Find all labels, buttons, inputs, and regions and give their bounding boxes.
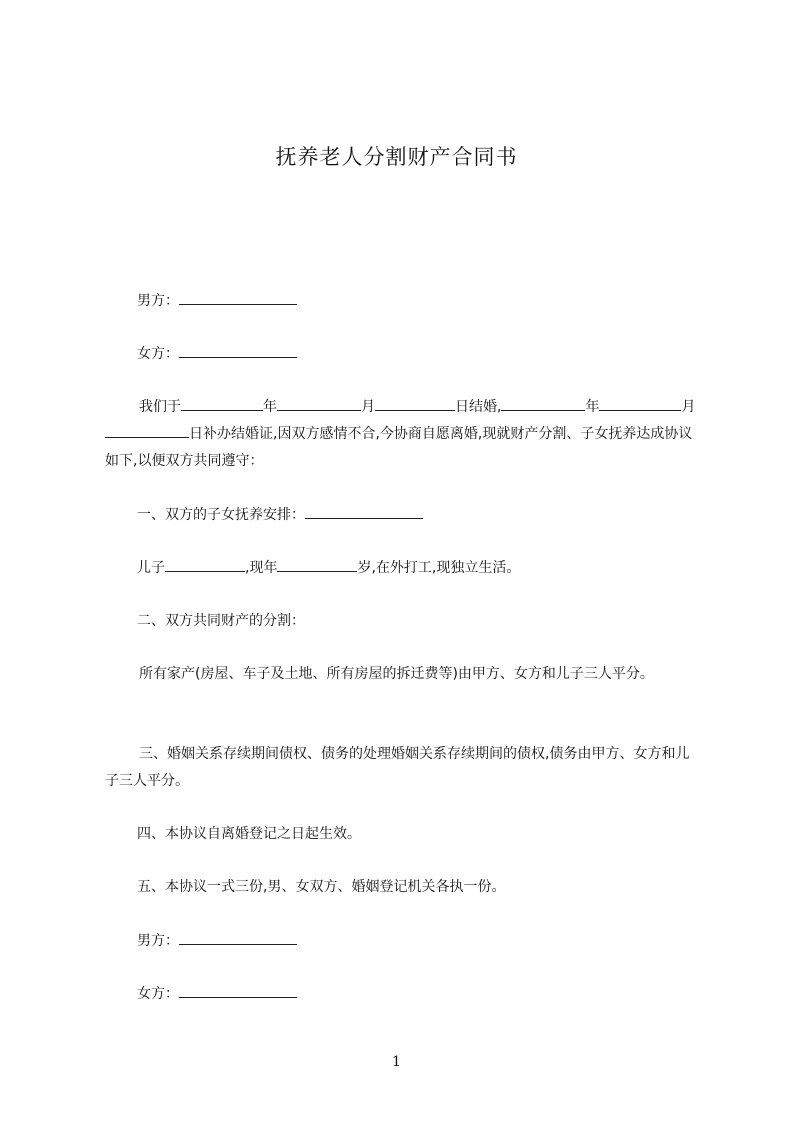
sign-female-line (105, 981, 701, 1008)
marriage-year-blank[interactable] (181, 394, 263, 411)
marriage-rest-text: 日补办结婚证,因双方感情不合,今协商自愿离婚,现就财产分割、子女抚养达成协议如下,以便双方共同遵守： (105, 426, 693, 469)
marriage-month-label: 月 (361, 399, 375, 415)
section5-paragraph: 五、本协议一式三份,男、女双方、婚姻登记机关各执一份。 (137, 879, 506, 895)
party-male-line (105, 288, 701, 315)
section2-heading: 二、双方共同财产的分割： (137, 613, 305, 629)
sign-female-blank[interactable] (179, 981, 297, 998)
sign-female-label: 女方： (137, 986, 179, 1002)
son-name-blank[interactable] (165, 555, 245, 572)
section3-paragraph: 三、婚姻关系存续期间债权、债务的处理婚姻关系存续期间的债权,债务由甲方、女方和儿子三人平分。 (105, 746, 690, 789)
marriage-text: 我们于 (139, 399, 181, 415)
register-year-blank[interactable] (501, 394, 585, 411)
sign-male-label: 男方： (137, 933, 179, 949)
son-age-prefix: ,现年 (245, 560, 278, 576)
party-female-line (105, 341, 701, 368)
marriage-day-blank[interactable] (375, 394, 455, 411)
section1-heading: 一、双方的子女抚养安排： (137, 507, 305, 523)
sign-male-blank[interactable] (179, 928, 297, 945)
register-day-blank[interactable] (105, 421, 189, 438)
party-female-label: 女方： (137, 346, 179, 362)
marriage-day-label: 日结婚, (455, 399, 502, 415)
page-title: 抚养老人分割财产合同书 (275, 145, 518, 169)
party-male-blank[interactable] (179, 288, 297, 305)
register-month-blank-a[interactable] (599, 394, 681, 411)
marriage-paragraph (105, 394, 701, 475)
party-female-blank[interactable] (179, 341, 297, 358)
section1-heading-line (105, 502, 701, 529)
son-label: 儿子 (137, 560, 165, 576)
section4-paragraph: 四、本协议自离婚登记之日起生效。 (137, 826, 361, 842)
section2-body: 所有家产(房屋、车子及土地、所有房屋的拆迁费等)由甲方、女方和儿子三人平分。 (139, 666, 654, 682)
page-number: 1 (392, 1054, 401, 1070)
marriage-year-label: 年 (263, 399, 277, 415)
son-line (105, 555, 701, 582)
son-rest-text: 岁,在外打工,现独立生活。 (357, 560, 521, 576)
party-male-label: 男方： (137, 293, 179, 309)
marriage-month-blank[interactable] (277, 394, 361, 411)
register-year-label: 年 (585, 399, 600, 415)
register-month-label: 月 (681, 399, 696, 415)
section1-blank[interactable] (305, 502, 423, 519)
sign-male-line (105, 928, 701, 955)
son-age-blank[interactable] (277, 555, 357, 572)
